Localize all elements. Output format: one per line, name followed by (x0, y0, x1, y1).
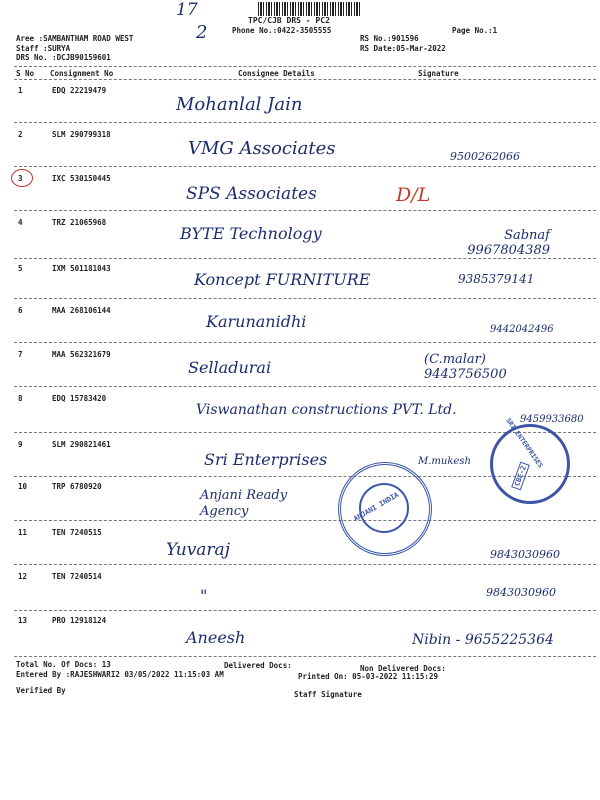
column-sno: S No (16, 69, 35, 78)
row-12-signature: 9843030960 (486, 586, 556, 599)
row-11-consignee: Yuvaraj (166, 540, 230, 560)
row-10-consignment: TRP 6780920 (52, 482, 102, 491)
row-6-sno: 6 (18, 306, 23, 315)
divider (14, 122, 596, 123)
divider (14, 79, 596, 80)
row-13-consignment: PRO 12918124 (52, 616, 107, 625)
row-9-signature: M.mukesh (418, 456, 471, 467)
divider (14, 298, 596, 299)
row-10-sno: 10 (18, 482, 28, 491)
circular-stamp (338, 462, 432, 556)
row-1-consignment: EDQ 22219479 (52, 86, 107, 95)
divider (14, 258, 596, 259)
non-delivered-docs: Non Delivered Docs: (360, 664, 446, 673)
row-8-sno: 8 (18, 394, 23, 403)
row-1-consignee: Mohanlal Jain (176, 94, 303, 115)
row-12-sno: 12 (18, 572, 28, 581)
row-13-consignee: Aneesh (186, 628, 246, 647)
row-9-consignee: Sri Enterprises (204, 450, 328, 469)
stamp-text: ANJANI INDIA (352, 490, 401, 524)
row-13-sno: 13 (18, 616, 28, 625)
handwritten-mark-bottom: 2 (196, 22, 208, 43)
row-5-consignment: IXM 501181043 (52, 264, 111, 273)
verified-by: Verified By (16, 686, 66, 695)
divider (14, 386, 596, 387)
row-7-signature: (C.malar) 9443756500 (424, 352, 507, 382)
divider (14, 610, 596, 611)
entered-by: Entered By :RAJESHWARI2 03/05/2022 11:15:03 AM (16, 670, 224, 679)
area-label: Aree :SAMBANTHAM ROAD WEST (16, 34, 134, 43)
divider (14, 656, 596, 657)
phone-number: Phone No.:0422-3505555 (232, 26, 332, 35)
row-3-sno: 3 (18, 174, 23, 183)
row-7-consignee: Selladurai (188, 358, 272, 377)
divider (14, 210, 596, 211)
total-docs: Total No. Of Docs: 13 (16, 660, 111, 669)
divider (14, 66, 596, 67)
row-2-consignment: SLM 290799318 (52, 130, 111, 139)
divider (14, 166, 596, 167)
column-details: Consignee Details (238, 69, 315, 78)
row-10-consignee: Anjani Ready Agency (200, 488, 288, 519)
rs-date: RS Date:05-Mar-2022 (360, 44, 446, 53)
printed-on: Printed On: 05-03-2022 11:15:29 (298, 672, 438, 681)
column-signature: Signature (418, 69, 459, 78)
drs-number: DRS No. :DCJB90159601 (16, 53, 111, 62)
report-title: TPC/CJB DRS - PC2 (248, 16, 330, 25)
barcode (258, 2, 362, 16)
row-11-consignment: TEN 7240515 (52, 528, 102, 537)
row-11-signature: 9843030960 (490, 548, 560, 561)
row-6-consignee: Karunanidhi (206, 312, 307, 331)
row-13-signature: Nibin - 9655225364 (412, 632, 554, 648)
row-12-consignee: " (200, 586, 208, 605)
row-4-signature: Sabnaf 9967804389 (467, 228, 550, 258)
row-5-signature: 9385379141 (458, 272, 535, 286)
row-3-consignment: IXC 530150445 (52, 174, 111, 183)
staff-signature: Staff Signature (294, 690, 362, 699)
divider (14, 520, 596, 521)
divider (14, 342, 596, 343)
row-2-signature: 9500262066 (450, 150, 520, 163)
row-3-consignee: SPS Associates (186, 184, 317, 204)
row-4-consignment: TRZ 21065968 (52, 218, 107, 227)
enterprise-stamp-code: CBE-2 (511, 462, 530, 491)
row-7-consignment: MAA 562321679 (52, 350, 111, 359)
row-6-signature: 9442042496 (490, 324, 554, 335)
row-9-sno: 9 (18, 440, 23, 449)
row-8-consignment: EDQ 15783420 (52, 394, 107, 403)
row-2-sno: 2 (18, 130, 23, 139)
row-4-consignee: BYTE Technology (180, 224, 322, 243)
row-7-sno: 7 (18, 350, 23, 359)
divider (14, 564, 596, 565)
staff-label: Staff :SURYA (16, 44, 71, 53)
row-11-sno: 11 (18, 528, 28, 537)
row-8-consignee: Viswanathan constructions PVT. Ltd. (196, 402, 457, 418)
row-9-consignment: SLM 290821461 (52, 440, 111, 449)
page-number: Page No.:1 (452, 26, 498, 35)
row-2-consignee: VMG Associates (188, 138, 336, 159)
rs-number: RS No.:901596 (360, 34, 419, 43)
delivered-docs: Delivered Docs: (224, 661, 292, 670)
row-12-consignment: TEN 7240514 (52, 572, 102, 581)
column-consignment: Consignment No (50, 69, 114, 78)
row-8-signature: 9459933680 (520, 414, 584, 425)
row-3-signature: D/L (396, 184, 431, 206)
row-4-sno: 4 (18, 218, 23, 227)
handwritten-mark-top: 17 (176, 0, 198, 20)
row-5-sno: 5 (18, 264, 23, 273)
row-1-sno: 1 (18, 86, 23, 95)
row-5-consignee: Koncept FURNITURE (194, 270, 371, 289)
enterprise-stamp-text: SRI ENTERPRISES (504, 416, 545, 470)
row-6-consignment: MAA 268106144 (52, 306, 111, 315)
